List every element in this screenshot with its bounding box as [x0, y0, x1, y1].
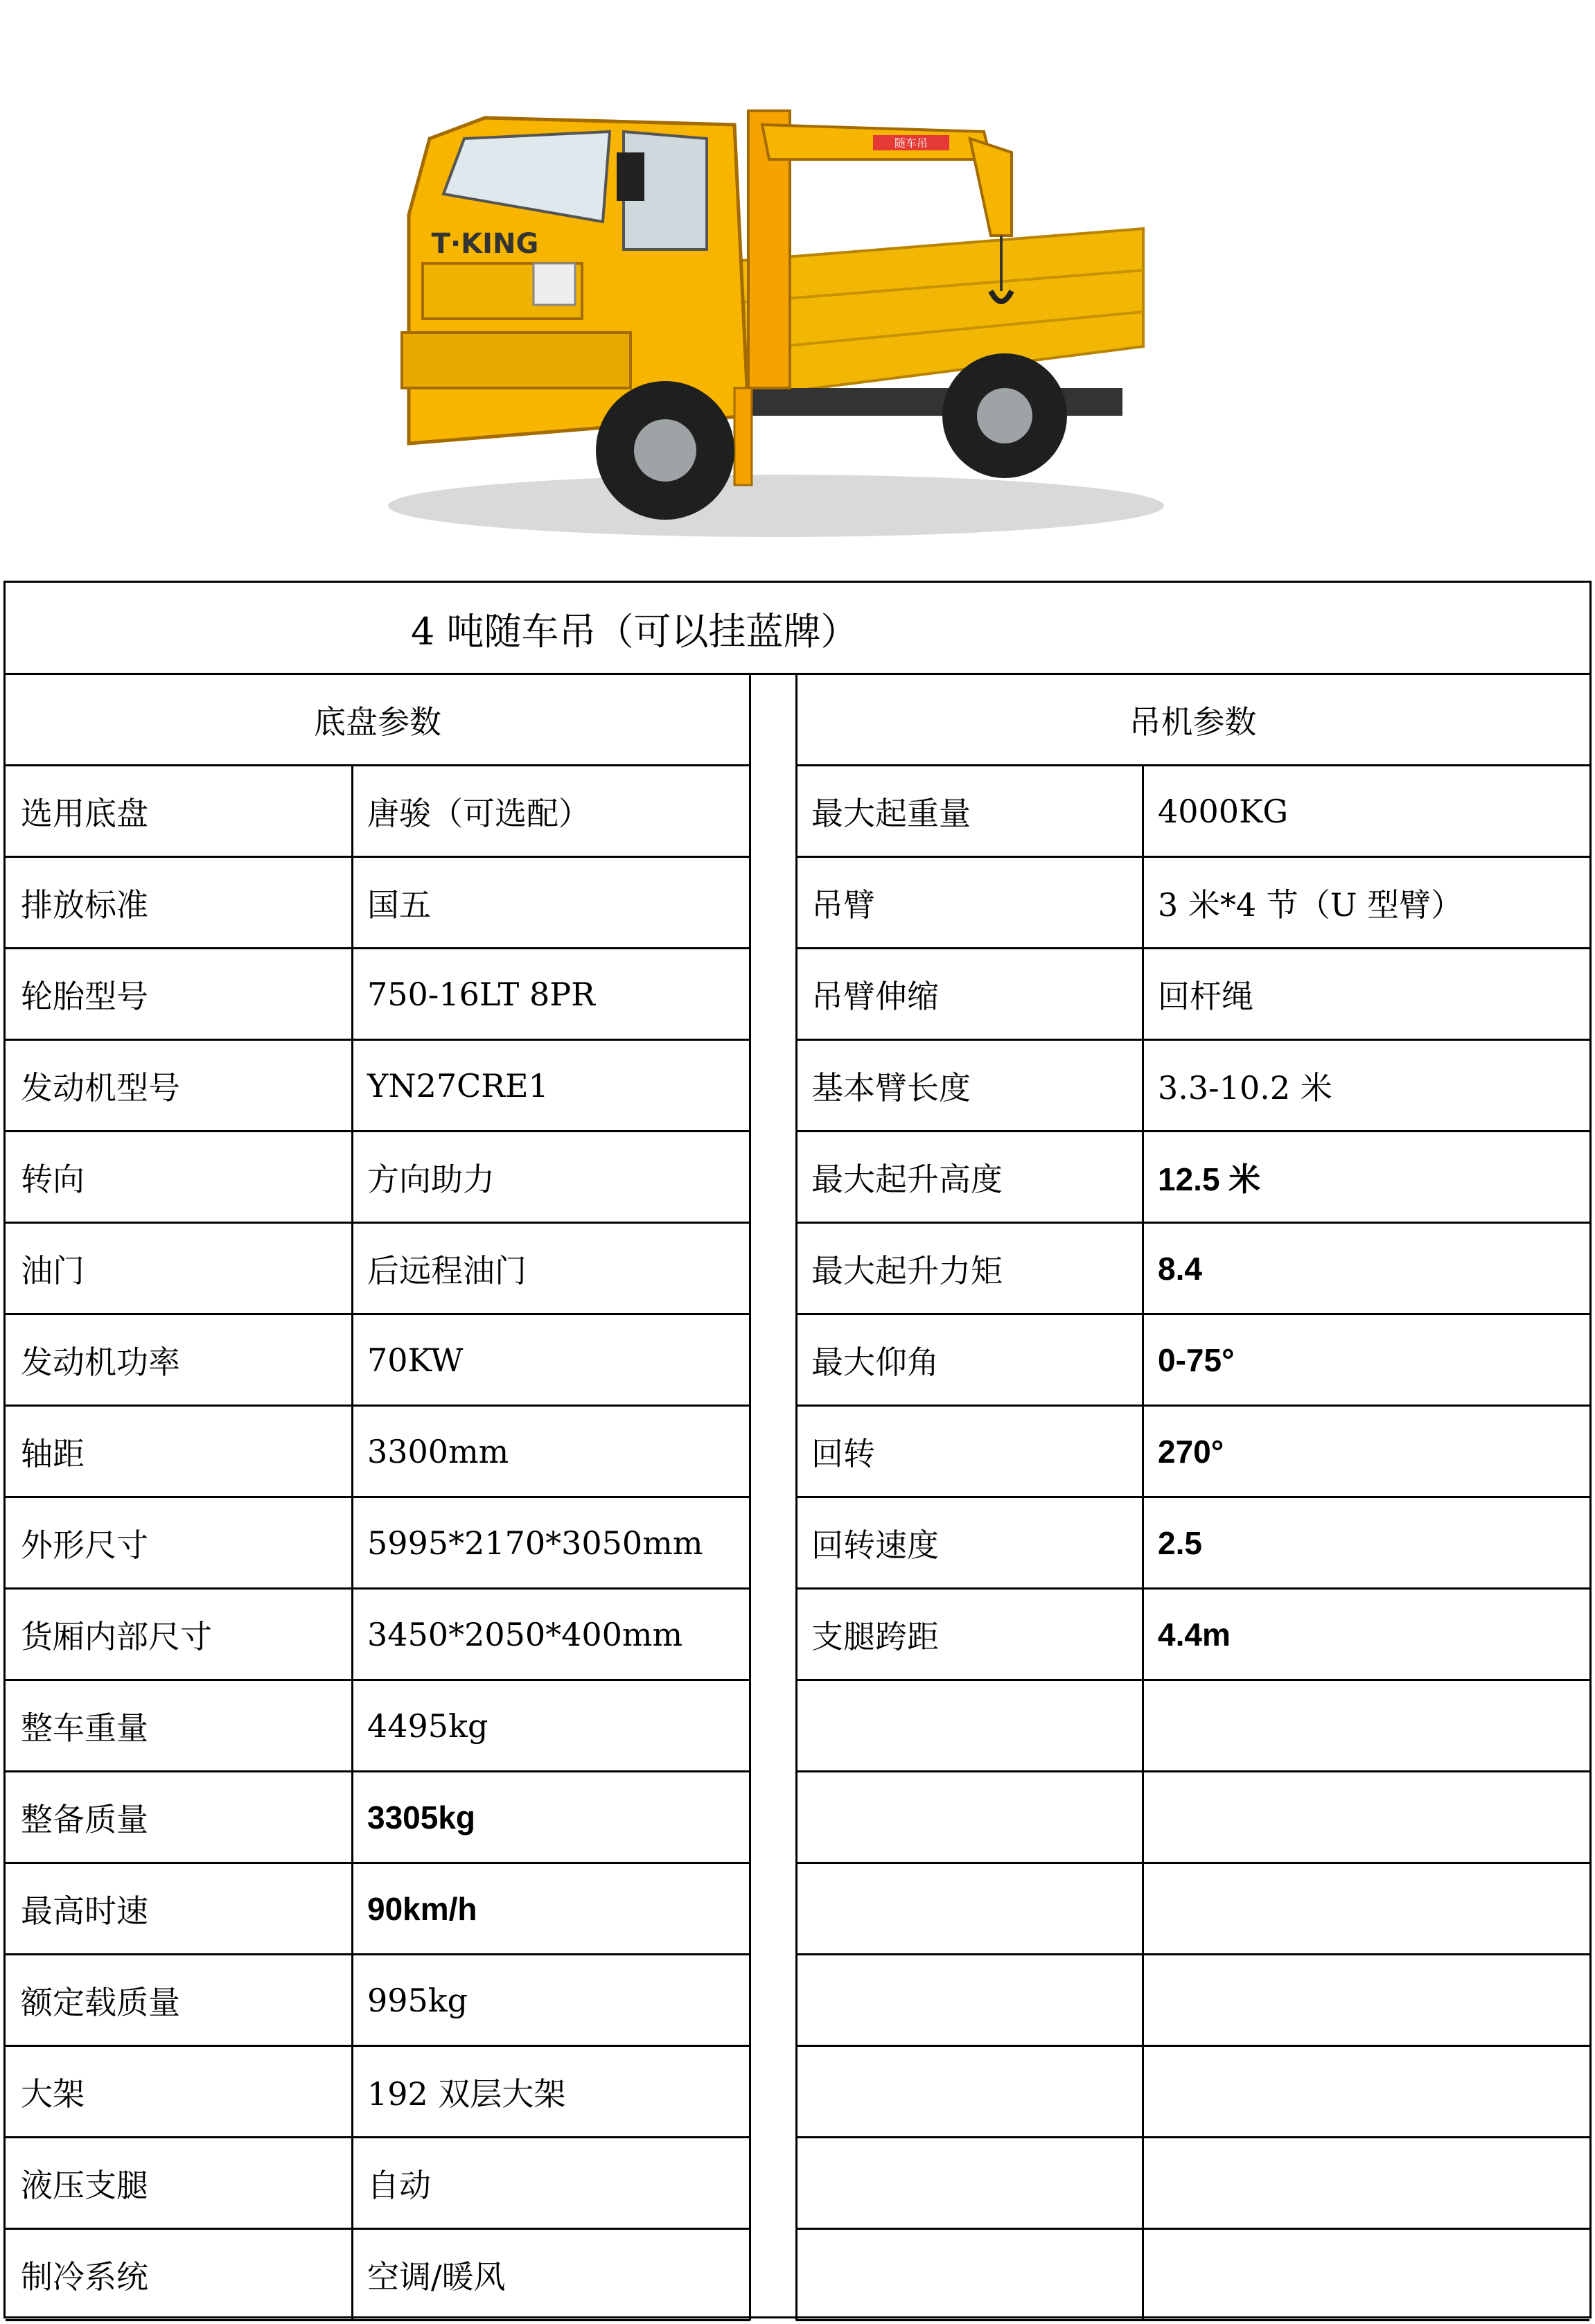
- chassis-label-cell: 转向: [21, 1161, 85, 1198]
- chassis-label-cell: 额定载质量: [21, 1984, 180, 2021]
- chassis-value-cell: 995kg: [367, 1982, 468, 2019]
- table-row: [6, 1863, 1589, 1955]
- crane-label-cell: 支腿跨距: [811, 1618, 939, 1655]
- chassis-value-cell: 自动: [367, 2167, 431, 2204]
- crane-jib: [970, 139, 1012, 236]
- title-row: [6, 583, 1589, 674]
- chassis-label-cell: 制冷系统: [21, 2258, 148, 2296]
- table-row: [6, 1040, 1589, 1132]
- crane-label-cell: [796, 2046, 1143, 2138]
- crane-label-cell: 吊臂伸缩: [811, 978, 939, 1015]
- chassis-label-cell: 货厢内部尺寸: [21, 1618, 212, 1655]
- crane-label-cell: 回转速度: [811, 1526, 939, 1564]
- chassis-label-cell: 外形尺寸: [21, 1526, 148, 1564]
- rear-hub: [977, 388, 1032, 443]
- table-row: [6, 949, 1589, 1040]
- crane-value-cell: 0-75°: [1158, 1342, 1235, 1378]
- chassis-value-cell: 4495kg: [367, 1707, 488, 1745]
- crane-value-cell: [1143, 1772, 1589, 1863]
- crane-label-cell: 最大起重量: [811, 795, 971, 832]
- chassis-value-cell: 192 双层大架: [367, 2075, 566, 2113]
- mirror: [617, 152, 644, 201]
- table-row: [6, 1223, 1589, 1314]
- chassis-value-cell: 750-16LT 8PR: [367, 976, 595, 1013]
- chassis-label-cell: 最高时速: [21, 1892, 148, 1930]
- crane-value-cell: 3 米*4 节（U 型臂）: [1158, 886, 1463, 924]
- chassis-value-cell: 3300mm: [367, 1433, 509, 1470]
- crane-value-cell: [1143, 2138, 1589, 2229]
- crane-label-cell: [796, 1955, 1143, 2046]
- spec-table: [3, 581, 1592, 2318]
- chassis-label-cell: 油门: [21, 1252, 85, 1289]
- table-row: [6, 1772, 1589, 1863]
- crane-label-cell: [796, 1680, 1143, 1772]
- page-title: 4 吨随车吊（可以挂蓝牌）: [411, 609, 858, 653]
- crane-value-cell: 2.5: [1158, 1525, 1202, 1561]
- chassis-value-cell: 3305kg: [367, 1799, 476, 1836]
- crane-sticker-text: 随车吊: [894, 137, 928, 150]
- chassis-label-cell: 液压支腿: [21, 2167, 148, 2204]
- crane-value-cell: 4000KG: [1158, 793, 1289, 830]
- truck-brand-logo: T·KING: [431, 228, 539, 260]
- crane-label-cell: [796, 2229, 1143, 2321]
- front-hub: [634, 419, 696, 482]
- chassis-value-cell: 空调/暖风: [367, 2258, 506, 2296]
- chassis-value-cell: 5995*2170*3050mm: [367, 1524, 703, 1562]
- crane-value-cell: 4.4m: [1158, 1617, 1231, 1653]
- chassis-label-cell: 轴距: [21, 1435, 85, 1472]
- chassis-value-cell: 70KW: [367, 1341, 464, 1379]
- table-row: [6, 1680, 1589, 1772]
- table-row: [6, 1314, 1589, 1406]
- chassis-label-cell: 排放标准: [21, 886, 148, 924]
- table-row: [6, 1589, 1589, 1680]
- outrigger-leg: [734, 388, 752, 485]
- crane-value-cell: [1143, 2046, 1589, 2138]
- table-row: [6, 1132, 1589, 1223]
- table-row: [6, 2138, 1589, 2229]
- chassis-label-cell: 轮胎型号: [21, 978, 148, 1015]
- chassis-label-cell: 整备质量: [21, 1801, 148, 1838]
- chassis-header: 底盘参数: [314, 703, 441, 741]
- chassis-label-cell: 发动机功率: [21, 1344, 180, 1381]
- crane-label-cell: 最大起升力矩: [811, 1252, 1003, 1289]
- crane-value-cell: [1143, 2229, 1589, 2321]
- crane-label-cell: [796, 2138, 1143, 2229]
- crane-value-cell: [1143, 1680, 1589, 1772]
- bumper: [402, 333, 631, 388]
- crane-label-cell: 最大仰角: [811, 1344, 939, 1381]
- ground-shadow: [388, 475, 1164, 537]
- table-row: [6, 1497, 1589, 1589]
- crane-label-cell: 最大起升高度: [811, 1161, 1003, 1198]
- crane-value-cell: 270°: [1158, 1434, 1224, 1470]
- table-row: [6, 1406, 1589, 1497]
- crane-value-cell: 3.3-10.2 米: [1158, 1069, 1332, 1107]
- chassis-value-cell: 后远程油门: [367, 1252, 527, 1289]
- crane-label-cell: 回转: [811, 1435, 875, 1472]
- chassis-value-cell: YN27CRE1: [367, 1067, 549, 1104]
- crane-value-cell: 8.4: [1158, 1251, 1202, 1287]
- chassis-label-cell: 发动机型号: [21, 1069, 180, 1107]
- headlight: [534, 263, 575, 305]
- crane-label-cell: 吊臂: [811, 886, 875, 924]
- crane-label-cell: [796, 1772, 1143, 1863]
- chassis-value-cell: 唐骏（可选配）: [367, 795, 590, 832]
- table-row: [6, 1955, 1589, 2046]
- table-row: [6, 2046, 1589, 2138]
- table-row: [6, 766, 1589, 857]
- crane-value-cell: [1143, 1863, 1589, 1955]
- chassis-value-cell: 国五: [367, 886, 431, 924]
- chassis-value-cell: 方向助力: [367, 1161, 495, 1198]
- table-row: [6, 857, 1589, 949]
- chassis-label-cell: 选用底盘: [21, 795, 148, 832]
- chassis-label-cell: 大架: [21, 2075, 85, 2113]
- crane-label-cell: 基本臂长度: [811, 1069, 971, 1107]
- crane-value-cell: [1143, 1955, 1589, 2046]
- truck-crane-image: [346, 55, 1164, 561]
- chassis-value-cell: 3450*2050*400mm: [367, 1616, 683, 1653]
- crane-header: 吊机参数: [1129, 703, 1257, 741]
- crane-label-cell: [796, 1863, 1143, 1955]
- chassis-label-cell: 整车重量: [21, 1709, 148, 1747]
- crane-value-cell: 回杆绳: [1158, 978, 1253, 1015]
- table-row: [6, 2229, 1589, 2321]
- crane-value-cell: 12.5 米: [1158, 1161, 1261, 1197]
- chassis-value-cell: 90km/h: [367, 1891, 477, 1927]
- section-header-row: [6, 674, 1589, 766]
